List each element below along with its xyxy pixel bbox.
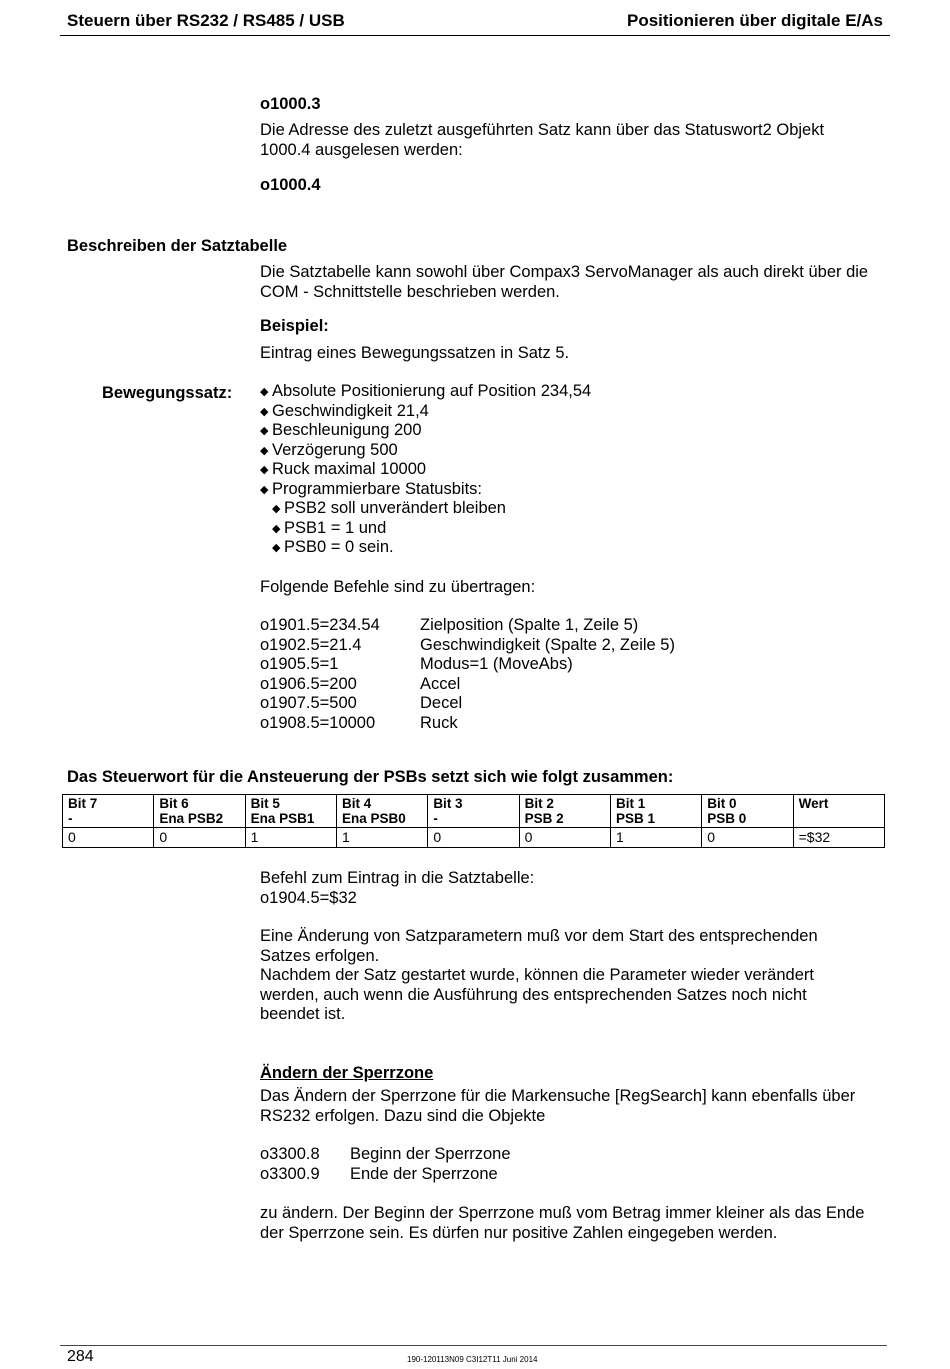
sub-list-item: ◆ PSB1 = 1 und bbox=[260, 519, 890, 539]
command-description: Zielposition (Spalte 1, Zeile 5) bbox=[420, 616, 639, 634]
command-code: o1906.5=200 bbox=[260, 674, 357, 693]
table-header-cell: Bit 2 PSB 2 bbox=[519, 795, 610, 828]
command-row bbox=[260, 694, 890, 714]
command-row bbox=[260, 616, 890, 636]
list-item: ◆ Verzögerung 500 bbox=[260, 441, 890, 461]
list-item: ◆ Beschleunigung 200 bbox=[260, 421, 890, 441]
paragraph-line: o1904.5=$32 bbox=[260, 888, 357, 907]
header-rule bbox=[60, 35, 890, 36]
psb-control-word-table bbox=[62, 794, 885, 848]
table-header-cell: Bit 6 Ena PSB2 bbox=[154, 795, 245, 828]
command-row bbox=[260, 636, 890, 656]
steuerwort-heading: Das Steuerwort für die Ansteuerung der PSBs setzt sich wie folgt zusammen: bbox=[67, 768, 674, 786]
diamond-bullet-icon: ◆ bbox=[260, 386, 269, 398]
table-cell: 0 bbox=[519, 828, 610, 848]
paragraph-line: Die Satztabelle kann sowohl über Compax3 ServoManager als auch direkt über die bbox=[260, 263, 869, 281]
bewegungssatz-bullet-list bbox=[260, 382, 890, 558]
sperrzone-heading: Ändern der Sperrzone bbox=[260, 1064, 434, 1082]
table-cell: 1 bbox=[336, 828, 427, 848]
diamond-bullet-icon: ◆ bbox=[260, 464, 269, 476]
paragraph-line: Eine Änderung von Satzparametern muß vor dem Start des entsprechenden bbox=[260, 927, 818, 945]
command-description: Accel bbox=[420, 674, 461, 693]
sperrzone-closing-paragraph bbox=[260, 1204, 890, 1243]
table-header-cell: Bit 1 PSB 1 bbox=[610, 795, 701, 828]
table-header-cell: Bit 7 - bbox=[63, 795, 154, 828]
paragraph-line: Befehl zum Eintrag in die Satztabelle: bbox=[260, 869, 535, 887]
diamond-bullet-icon: ◆ bbox=[260, 444, 269, 457]
command-description: Decel bbox=[420, 694, 463, 712]
command-row bbox=[260, 675, 890, 695]
command-code: o1902.5=21.4 bbox=[260, 635, 362, 654]
diamond-bullet-icon: ◆ bbox=[260, 405, 269, 418]
command-row bbox=[260, 655, 890, 675]
table-cell: 0 bbox=[428, 828, 519, 848]
command-code: o1905.5=1 bbox=[260, 655, 339, 673]
object-row bbox=[260, 1145, 890, 1165]
table-cell: 1 bbox=[610, 828, 701, 848]
command-description: Geschwindigkeit (Spalte 2, Zeile 5) bbox=[420, 635, 675, 654]
object-o1000-3: o1000.3 bbox=[260, 95, 321, 113]
paragraph-line: 1000.4 ausgelesen werden: bbox=[260, 140, 463, 159]
sperrzone-object-list bbox=[260, 1145, 890, 1184]
command-list bbox=[260, 616, 890, 733]
befehl-paragraph bbox=[260, 869, 890, 908]
table-header-cell: Bit 3 - bbox=[428, 795, 519, 828]
sub-list-item: ◆ PSB0 = 0 sein. bbox=[260, 538, 890, 558]
object-code: o3300.9 bbox=[260, 1164, 320, 1183]
list-item: ◆ Ruck maximal 10000 bbox=[260, 460, 890, 480]
paragraph-line: zu ändern. Der Beginn der Sperrzone muß vom Betrag immer kleiner als das Ende bbox=[260, 1204, 865, 1222]
commands-intro: Folgende Befehle sind zu übertragen: bbox=[260, 578, 536, 596]
table-row bbox=[63, 828, 885, 848]
diamond-bullet-icon: ◆ bbox=[272, 522, 281, 535]
command-description: Ruck bbox=[420, 713, 458, 732]
object-description: Ende der Sperrzone bbox=[350, 1164, 498, 1183]
command-code: o1901.5=234.54 bbox=[260, 616, 380, 634]
paragraph-line: RS232 erfolgen. Dazu sind die Objekte bbox=[260, 1106, 546, 1125]
table-header-row bbox=[63, 795, 885, 828]
document-reference: 190-120113N09 C3I12T11 Juni 2014 bbox=[407, 1355, 538, 1364]
list-item: ◆ Geschwindigkeit 21,4 bbox=[260, 402, 890, 422]
bewegungssatz-label: Bewegungssatz: bbox=[102, 384, 233, 402]
paragraph-line: COM - Schnittstelle beschrieben werden. bbox=[260, 282, 560, 301]
diamond-bullet-icon: ◆ bbox=[272, 542, 281, 554]
footer-rule bbox=[60, 1345, 887, 1346]
command-code: o1908.5=10000 bbox=[260, 713, 376, 732]
page-number: 284 bbox=[67, 1348, 94, 1365]
diamond-bullet-icon: ◆ bbox=[260, 425, 269, 437]
paragraph-line: beendet ist. bbox=[260, 1005, 346, 1024]
object-row bbox=[260, 1165, 890, 1185]
paragraph-line: werden, auch wenn die Ausführung des entsprechenden Satzes noch nicht bbox=[260, 985, 807, 1004]
object-description: Beginn der Sperrzone bbox=[350, 1145, 511, 1163]
paragraph-line: Satzes erfolgen. bbox=[260, 946, 380, 965]
example-label: Beispiel: bbox=[260, 317, 329, 335]
table-cell: 0 bbox=[702, 828, 793, 848]
table-cell: 0 bbox=[63, 828, 154, 848]
table-header-cell: Bit 0 PSB 0 bbox=[702, 795, 793, 828]
table-header-cell: Bit 5 Ena PSB1 bbox=[245, 795, 336, 828]
table-header-cell: Wert bbox=[793, 795, 884, 828]
table-header-cell: Bit 4 Ena PSB0 bbox=[336, 795, 427, 828]
command-row bbox=[260, 714, 890, 734]
section-heading-satztabelle: Beschreiben der Satztabelle bbox=[67, 237, 288, 255]
list-item: ◆ Absolute Positionierung auf Position 234,54 bbox=[260, 382, 890, 402]
statuswort-paragraph bbox=[260, 121, 890, 160]
satztabelle-paragraph bbox=[260, 263, 890, 302]
list-item: ◆ Programmierbare Statusbits: bbox=[260, 480, 890, 500]
header-section-title: Positionieren über digitale E/As bbox=[627, 11, 883, 30]
paragraph-line: Das Ändern der Sperrzone für die Markensuche [RegSearch] kann ebenfalls über bbox=[260, 1087, 856, 1105]
table-cell: 1 bbox=[245, 828, 336, 848]
paragraph-line: der Sperrzone sein. Es dürfen nur positive Zahlen eingegeben werden. bbox=[260, 1223, 778, 1242]
command-code: o1907.5=500 bbox=[260, 694, 357, 712]
table-cell: =$32 bbox=[793, 828, 884, 848]
diamond-bullet-icon: ◆ bbox=[272, 503, 281, 515]
object-o1000-4: o1000.4 bbox=[260, 176, 321, 194]
diamond-bullet-icon: ◆ bbox=[260, 483, 269, 496]
aenderung-paragraph bbox=[260, 927, 890, 1025]
example-text: Eintrag eines Bewegungssatzen in Satz 5. bbox=[260, 344, 570, 362]
table-cell: 0 bbox=[154, 828, 245, 848]
paragraph-line: Nachdem der Satz gestartet wurde, können die Parameter wieder verändert bbox=[260, 966, 814, 985]
sperrzone-paragraph bbox=[260, 1087, 890, 1126]
object-code: o3300.8 bbox=[260, 1145, 320, 1163]
paragraph-line: Die Adresse des zuletzt ausgeführten Satz kann über das Statuswort2 Objekt bbox=[260, 121, 825, 139]
command-description: Modus=1 (MoveAbs) bbox=[420, 655, 573, 673]
header-chapter-title: Steuern über RS232 / RS485 / USB bbox=[67, 11, 345, 30]
sub-list-item: ◆ PSB2 soll unverändert bleiben bbox=[260, 499, 890, 519]
